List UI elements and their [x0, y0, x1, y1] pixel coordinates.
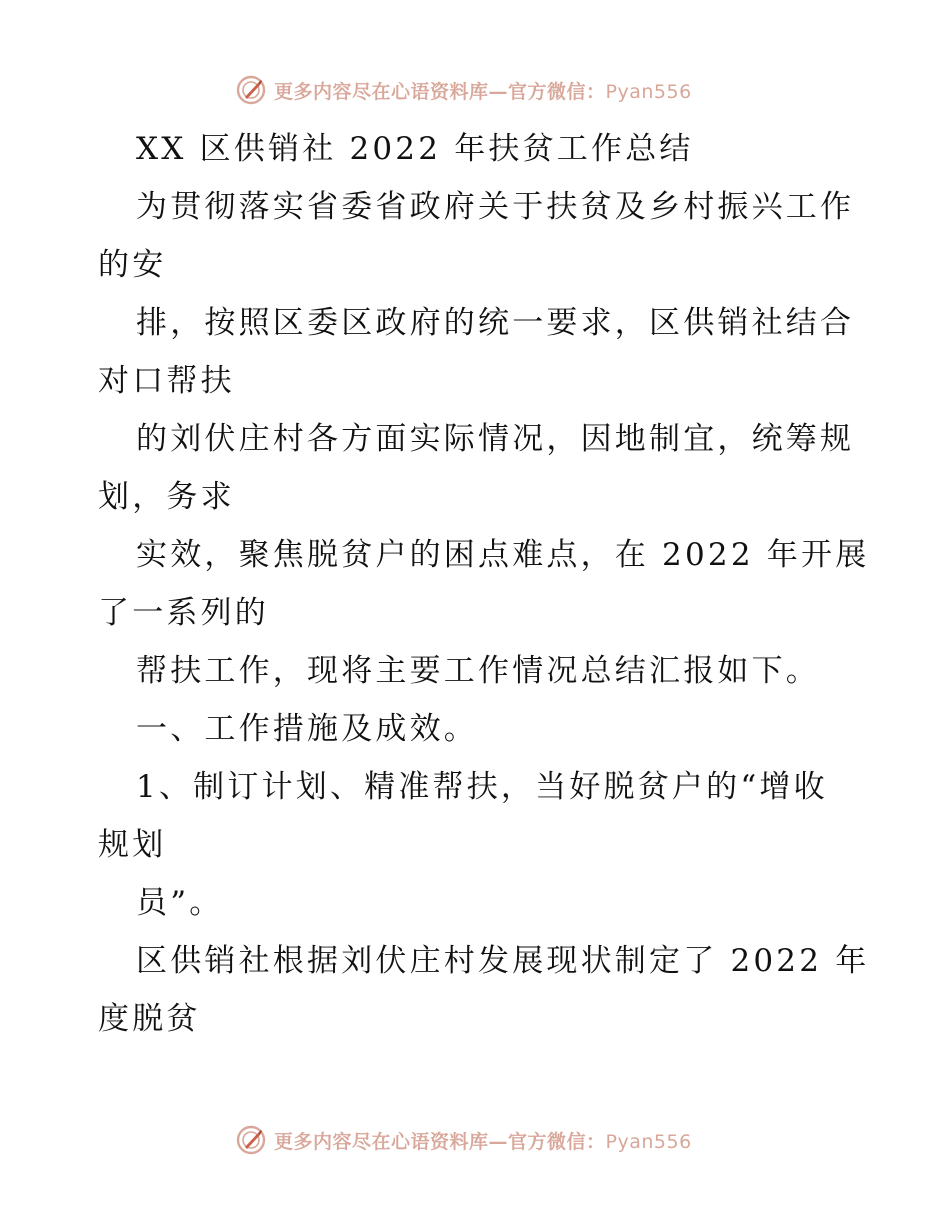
watermark-text: 更多内容尽在心语资料库—官方微信：Pyan556: [274, 1130, 692, 1153]
text-line: 员”。: [136, 885, 224, 921]
text-line: 区供销社根据刘伏庄村发展现状制定了 2022 年: [136, 943, 870, 979]
document-title: XX 区供销社 2022 年扶贫工作总结: [136, 131, 694, 167]
text-line: 了一系列的: [98, 595, 269, 631]
text-line: 的安: [98, 247, 167, 283]
pen-logo-icon: [236, 1125, 266, 1155]
document-body: [98, 120, 870, 1048]
text-line: 规划: [98, 827, 167, 863]
pen-logo-icon: [236, 75, 266, 105]
watermark-header: [236, 74, 692, 106]
watermark-text: 更多内容尽在心语资料库—官方微信：Pyan556: [274, 80, 692, 103]
text-line: 对口帮扶: [98, 363, 235, 399]
text-line: 度脱贫: [98, 1001, 201, 1037]
text-line: 一、工作措施及成效。: [136, 711, 478, 747]
text-line: 帮扶工作，现将主要工作情况总结汇报如下。: [136, 653, 820, 689]
text-line: 排，按照区委区政府的统一要求，区供销社结合: [136, 305, 855, 341]
text-line: 1、制订计划、精准帮扶，当好脱贫户的“增收: [136, 769, 828, 805]
text-line: 实效，聚焦脱贫户的困点难点，在 2022 年开展: [136, 537, 870, 573]
text-line: 划，务求: [98, 479, 235, 515]
text-line: 的刘伏庄村各方面实际情况，因地制宜，统筹规: [136, 421, 855, 457]
text-line: 为贯彻落实省委省政府关于扶贫及乡村振兴工作: [136, 189, 855, 225]
watermark-footer: [236, 1124, 692, 1156]
